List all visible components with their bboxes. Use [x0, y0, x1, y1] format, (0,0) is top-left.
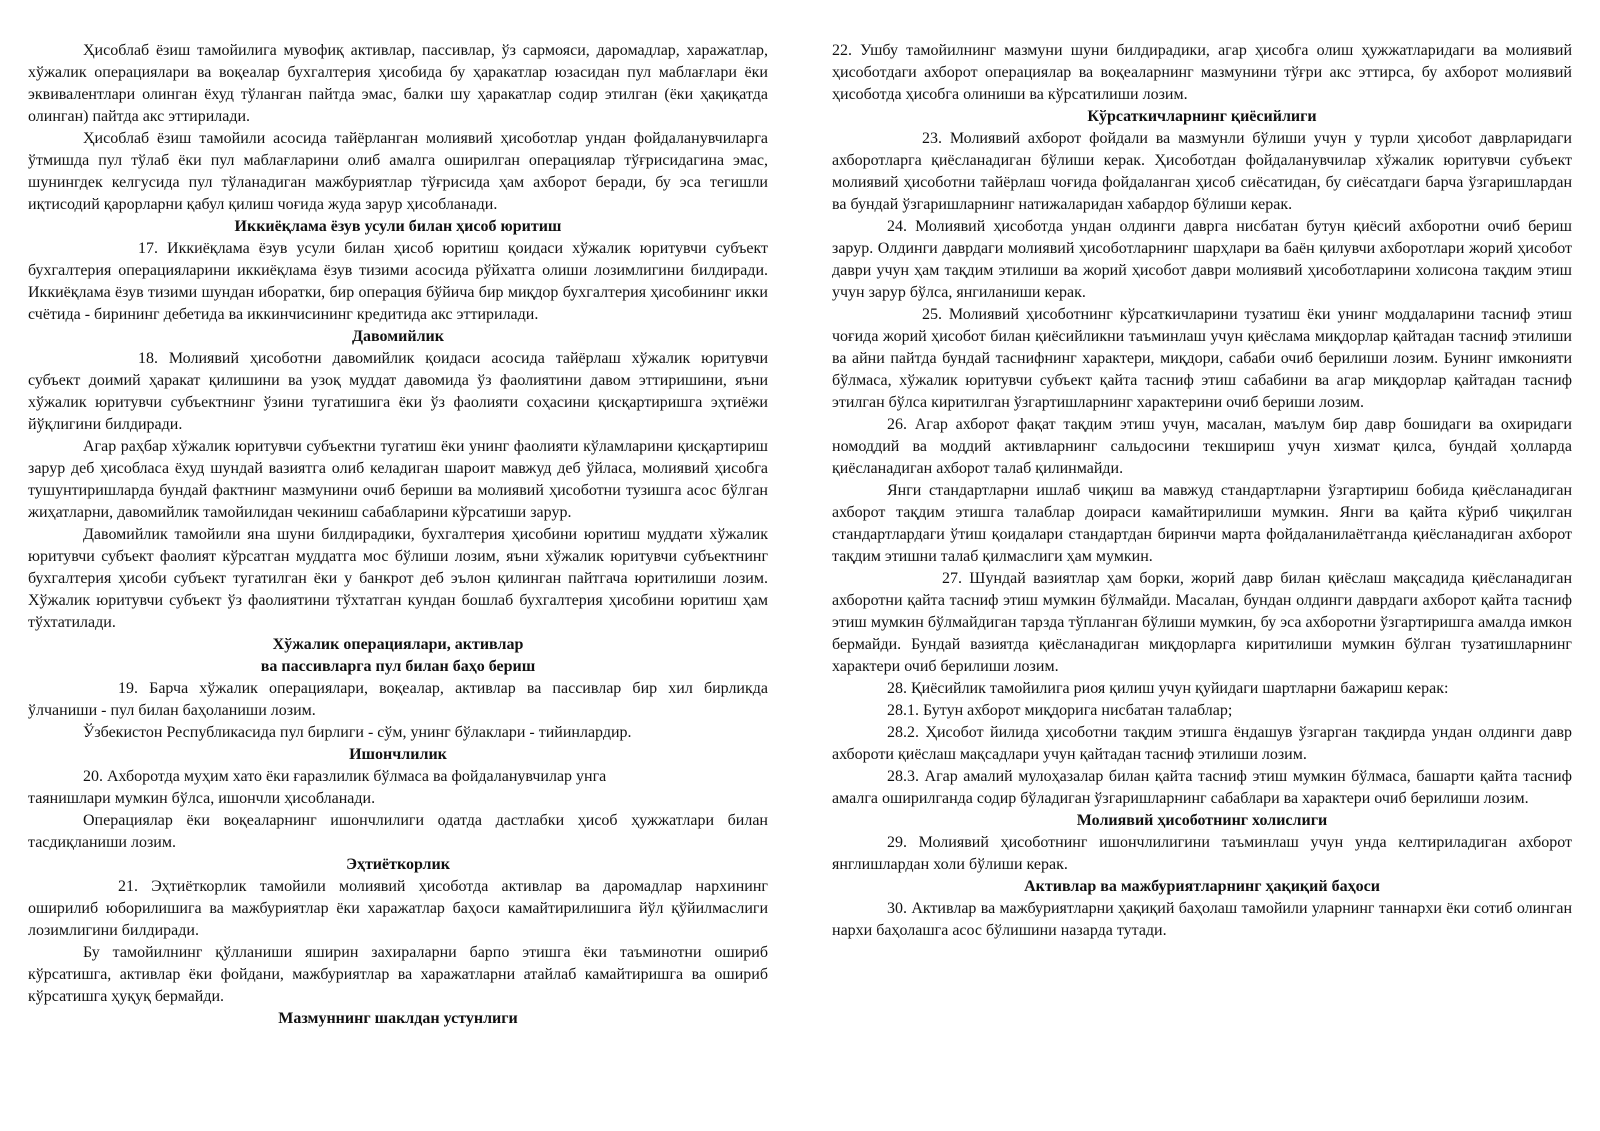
section-heading: Кўрсаткичларнинг қиёсийлиги: [1087, 108, 1317, 125]
paragraph: 28. Қиёсийлик тамойилига риоя қилиш учун қуйидаги шартларни бажариш керак:: [887, 680, 1449, 697]
paragraph: Давомийлик тамойили яна шуни билдирадики, бухгалтерия ҳисобини юритиш муддати хўжалик юритувчи субъект фаолият кўрсатган муддатга мос бўлиши лозим, яъни хўжалик юритувчи субъектнинг бухгалтерия ҳисоби субъект тугатилган ёки у банкрот деб эълон қилинган пайтгача юритилиши лозим. Хўжалик юритувчи субъект ўз фаолиятини тўхтатган кундан бошлаб бухгалтерия ҳисобини юритиш ҳам тўхтатилади.: [28, 526, 768, 631]
paragraph: 26. Агар ахборот фақат тақдим этиш учун, масалан, маълум бир давр бошидаги ва охиридаги номоддий ва моддий активларнинг сальдосини текшириш учун хизмат қилса, бундай ҳолларда қиёсланадиган ахборот талаб қилинмайди.: [832, 416, 1572, 477]
right-column: [832, 40, 1572, 1131]
list-item: 28.1. Бутун ахборот миқдорига нисбатан талаблар;: [887, 702, 1233, 719]
section-heading: Иккиёқлама ёзув усули билан ҳисоб юритиш: [234, 218, 562, 235]
paragraph: 23. Молиявий ахборот фойдали ва мазмунли бўлиши учун у турли ҳисобот даврларидаги ахборотларга қиёсланадиган бўлиши керак. Ҳисоботдан фойдаланувчилар хўжалик юритувчи субъект молиявий ҳисоботни тайёрлаш чоғида фойдаланган ҳисоб сиёсатидан, бу сиёсатдаги барча ўзгаришлардан ва бундай ўзгаришларнинг натижаларидан хабардор бўлиши керак.: [832, 130, 1572, 213]
paragraph: 18. Молиявий ҳисоботни давомийлик қоидаси асосида тайёрлаш хўжалик юритувчи субъект доимий ҳаракат қилишини ва узоқ муддат давомида ўз фаолиятини давом эттиришини, яъни хўжалик юритувчи субъектнинг ўзини тугатишига ёки ўз фаолияти соҳасини қисқартиришга эҳтиёжи йўқлигини билдиради.: [28, 350, 768, 433]
section-heading: Молиявий ҳисоботнинг холислиги: [1076, 812, 1328, 829]
section-heading: Мазмуннинг шаклдан устунлиги: [278, 1010, 518, 1027]
paragraph: 22. Ушбу тамойилнинг мазмуни шуни билдирадики, агар ҳисобга олиш ҳужжатларидаги ва молиявий ҳисоботдаги ахборот операциялар ва воқеаларнинг мазмунини тўғри акс эттирса, бу ахборот молиявий ҳисоботда ҳисобга олиниши ва кўрсатилиши лозим.: [832, 42, 1572, 103]
list-item: 28.2. Ҳисобот йилида ҳисоботни тақдим этишга ёндашув ўзгарган тақдирда ундан олдинги давр ахбороти қиёслаш мақсадлари учун қайтадан тасниф этилиши лозим.: [832, 724, 1572, 763]
paragraph: Агар раҳбар хўжалик юритувчи субъектни тугатиш ёки унинг фаолияти кўламларини қисқартириш зарур деб ҳисобласа ёхуд шундай вазиятга олиб келадиган шароит мавжуд деб ўйласа, молиявий ҳисобга тушунтиришларда бундай фактнинг мазмунини очиб бериши ва молиявий ҳисоботни тузишга асос бўлган жиҳатларни, давомийлик тамойилидан чекиниш сабабларини кўрсатиши зарур.: [28, 438, 768, 521]
paragraph: 19. Барча хўжалик операциялари, воқеалар, активлар ва пассивлар бир хил бирликда ўлчаниши - пул билан баҳоланиши лозим.: [28, 680, 768, 719]
list-item: 28.3. Агар амалий мулоҳазалар билан қайта тасниф этиш мумкин бўлмаса, башарти қайта тасниф амалга оширилганда содир бўладиган ўзгаришларнинг сабаблари ва характери очиб берилиши лозим.: [832, 768, 1572, 807]
section-heading: ва пассивларга пул билан баҳо бериш: [260, 658, 536, 675]
section-heading: Эҳтиёткорлик: [346, 856, 450, 873]
left-column: [28, 40, 768, 1131]
paragraph: Ҳисоблаб ёзиш тамойилига мувофиқ активлар, пассивлар, ўз сармояси, даромадлар, харажатлар, хўжалик операциялари ва воқеалар бухгалтерия ҳисобида бу ҳаракатлар юзасидан пул маблағлари ёки эквивалентлари олинган ёхуд тўланган пайтда эмас, балки шу ҳаракатлар содир этилган (ёки ҳақиқатда олинган) пайтда акс эттирилади.: [28, 42, 768, 125]
paragraph: Ўзбекистон Республикасида пул бирлиги - сўм, унинг бўлаклари - тийинлардир.: [83, 724, 632, 741]
paragraph: Бу тамойилнинг қўлланиши яширин захираларни барпо этишга ёки таъминотни ошириб кўрсатишга, активлар ёки фойдани, мажбуриятлар ва харажатларни атайлаб камайтиришга ва ошириб кўрсатишга ҳуқуқ бермайди.: [28, 944, 768, 1005]
section-heading: Ишончлилик: [349, 746, 447, 763]
section-heading: Хўжалик операциялари, активлар: [272, 636, 524, 653]
paragraph-line: 20. Ахборотда муҳим хато ёки ғаразлилик бўлмаса ва фойдаланувчилар унга: [83, 768, 607, 785]
section-heading: Давомийлик: [352, 328, 444, 345]
paragraph: 17. Иккиёқлама ёзув усули билан ҳисоб юритиш қоидаси хўжалик юритувчи субъект бухгалтерия операцияларини иккиёқлама ёзув тизими асосида рўйхатга олиши лозимлигини билдиради. Иккиёқлама ёзув тизими шундан иборатки, бир операция бўйича бир миқдор бухгалтерия ҳисобининг икки счётида - бирининг дебетида ва иккинчисининг кредитида акс эттирилади.: [28, 240, 768, 323]
paragraph: 29. Молиявий ҳисоботнинг ишончлилигини таъминлаш учун унда келтириладиган ахборот янглишлардан холи бўлиши керак.: [832, 834, 1572, 873]
paragraph: 25. Молиявий ҳисоботнинг кўрсаткичларини тузатиш ёки унинг моддаларини тасниф этиш чоғида жорий ҳисобот билан қиёсийликни таъминлаш учун қиёслама миқдорлар қайтадан тасниф этилиши ва айни пайтда бундай таснифнинг характери, миқдори, сабаби очиб берилиши лозим. Бунинг имконияти бўлмаса, хўжалик юритувчи субъект қайта тасниф этиш сабабини ва агар миқдорлар қайтадан тасниф этилган бўлса киритилган ўзгартишларнинг характерини очиб бериши лозим.: [832, 306, 1572, 411]
paragraph: Янги стандартларни ишлаб чиқиш ва мавжуд стандартларни ўзгартириш бобида қиёсланадиган ахборот тақдим этишга талаблар доираси камайтирилиши мумкин. Янги ва қайта кўриб чиқилган стандартлардаги ўтиш қоидалари стандартдан биринчи марта фойдаланилаётганда қиёсланадиган ахборот тақдим этишни талаб қилмаслиги ҳам мумкин.: [832, 482, 1572, 565]
paragraph: 30. Активлар ва мажбуриятларни ҳақиқий баҳолаш тамойили уларнинг таннархи ёки сотиб олинган нархи баҳолашга асос бўлишини назарда тутади.: [832, 900, 1572, 939]
paragraph: Операциялар ёки воқеаларнинг ишончлилиги одатда дастлабки ҳисоб ҳужжатлари билан тасдиқланиши лозим.: [28, 812, 768, 851]
paragraph: Ҳисоблаб ёзиш тамойили асосида тайёрланган молиявий ҳисоботлар ундан фойдаланувчиларга ўтмишда пул тўлаб ёки пул маблағларини олиб амалга оширилган операциялар тўғрисидагина эмас, шунингдек келгусида пул тўланадиган мажбуриятлар тўғрисида ҳам ахборот беради, бу эса тегишли иқтисодий қарорларни қабул қилиш чоғида жуда зарур ҳисобланади.: [28, 130, 768, 213]
paragraph: 27. Шундай вазиятлар ҳам борки, жорий давр билан қиёслаш мақсадида қиёсланадиган ахборотни қайта тасниф этиш мумкин бўлмайди. Масалан, бундан олдинги даврдаги ахборот қайта тасниф этиш мумкин бўлмайдиган тарзда тўпланган бўлиши мумкин, бу эса ахборотни ўзгартиришга амалда имкон бермайди. Бундай вазиятда қиёсланадиган миқдорларга киритилиши мумкин бўлган тузатишларнинг характери очиб берилиши лозим.: [832, 570, 1572, 675]
paragraph: 24. Молиявий ҳисоботда ундан олдинги даврга нисбатан бутун қиёсий ахборотни очиб бериш зарур. Олдинги даврдаги молиявий ҳисоботларнинг шарҳлари ва баён қилувчи ахборотлари жорий ҳисобот даври учун ҳам тақдим этилиши ва жорий ҳисобот даври молиявий ҳисоботларини холисона тақдим этиш учун зарур бўлса, янгиланиши керак.: [832, 218, 1572, 301]
paragraph-line: таянишлари мумкин бўлса, ишончли ҳисобланади.: [28, 790, 376, 807]
paragraph: 21. Эҳтиёткорлик тамойили молиявий ҳисоботда активлар ва даромадлар нархининг оширилиб юборилишига ва мажбуриятлар ёки харажатлар баҳоси камайтирилишига йўл қўйилмаслиги лозимлигини билдиради.: [28, 878, 768, 939]
section-heading: Активлар ва мажбуриятларнинг ҳақиқий баҳоси: [1024, 878, 1380, 895]
